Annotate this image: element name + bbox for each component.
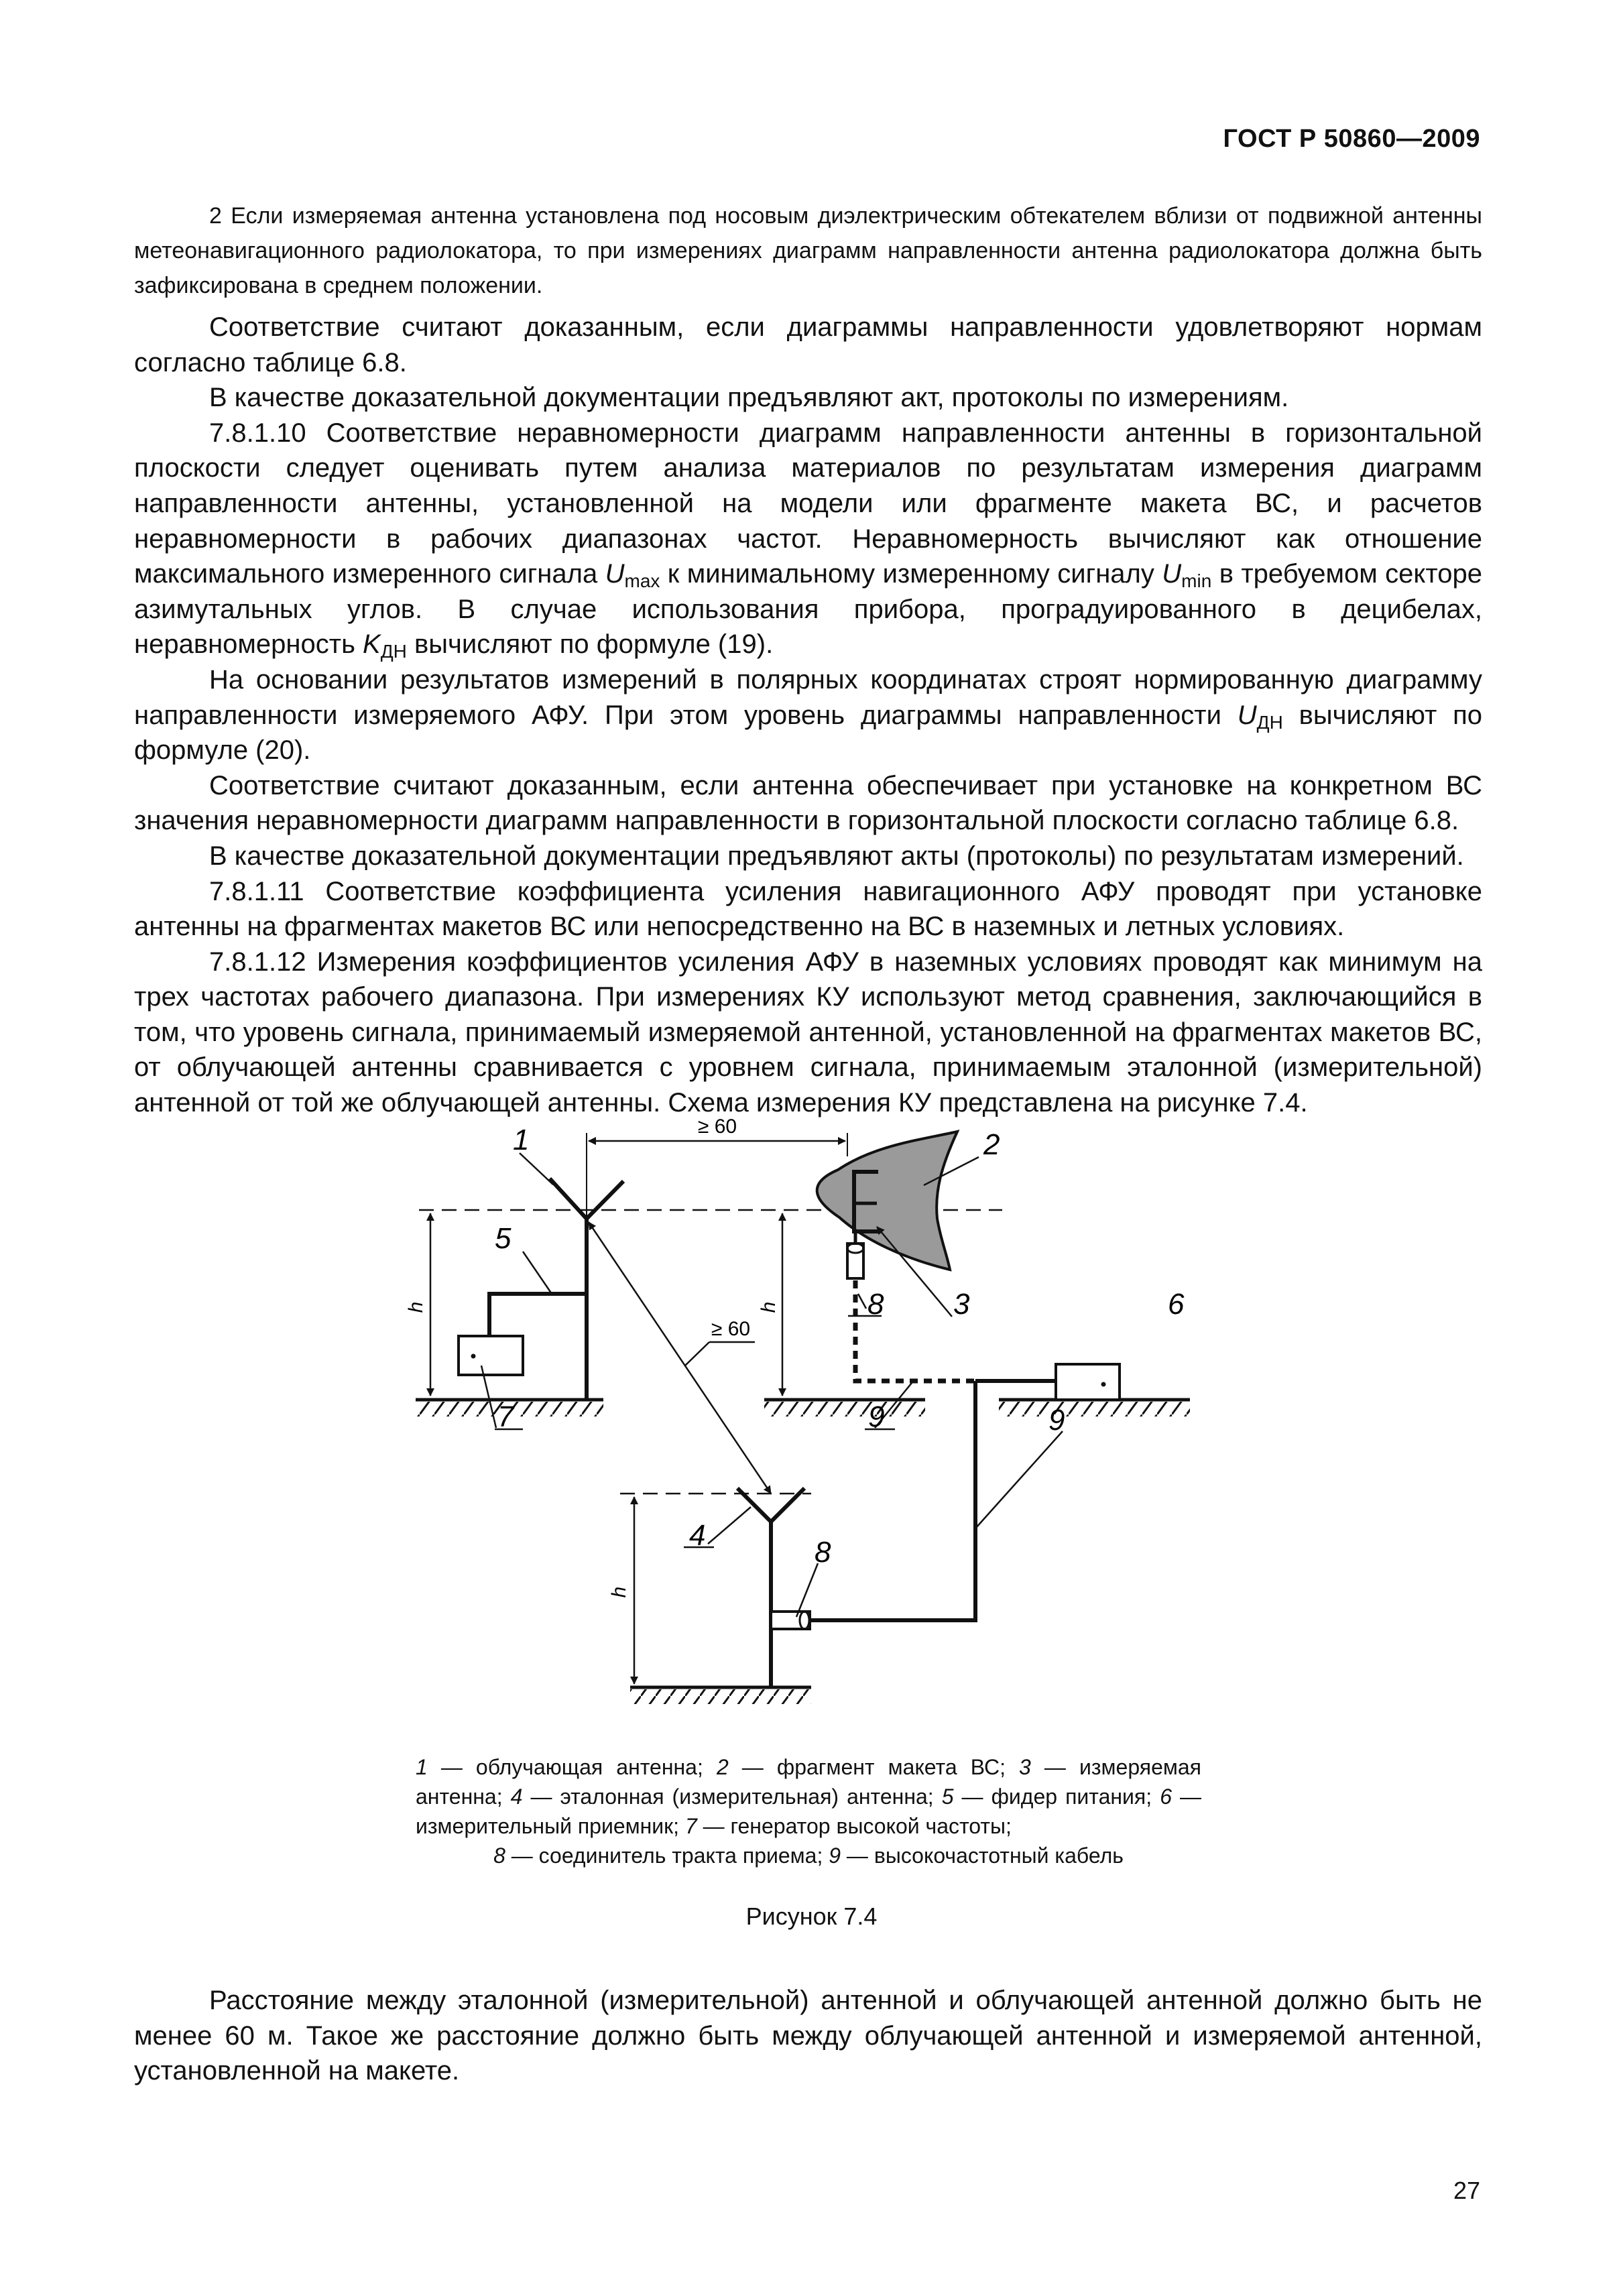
figure-caption: Рисунок 7.4 xyxy=(745,1902,878,1930)
paragraph-1: Соответствие считают доказанным, если диаграммы направленности удовлетворяют нормам согласно таблице 6.8. xyxy=(134,312,1482,377)
closing-paragraph: Расстояние между эталонной (измерительной) антенной и облучающей антенной должно быть не менее 60 м. Такое же расстояние должно быть между облучающей антенной и измеряемой антенной, установленной на макете. xyxy=(134,1986,1482,2086)
figure-7-4-diagram xyxy=(375,1093,1247,1736)
subscript-dn: ДН xyxy=(380,641,407,662)
subscript-dn: ДН xyxy=(1256,711,1283,733)
label-1: 1 xyxy=(513,1124,530,1156)
symbol-u: U xyxy=(605,559,625,589)
ground-bottom xyxy=(630,1687,811,1704)
legend-number: 2 xyxy=(716,1755,729,1779)
label-4: 4 xyxy=(689,1519,706,1552)
paragraph-7-8-1-11: 7.8.1.11 Соответствие коэффициента усиления навигационного АФУ проводят при установке антенны на фрагментах макетов ВС или непосредственно на ВС в наземных и летных условиях. xyxy=(134,876,1482,942)
legend-lines xyxy=(416,1752,1201,1841)
label-8: 8 xyxy=(867,1288,884,1321)
legend-text: — фрагмент макета ВС; xyxy=(728,1755,1020,1779)
point-dot xyxy=(1101,1382,1106,1387)
reference-antenna xyxy=(737,1488,804,1687)
note-block xyxy=(134,198,1482,303)
paragraph-6: В качестве доказательной документации предъявляют акты (протоколы) по результатам измерений. xyxy=(209,841,1464,871)
leader-line xyxy=(708,1507,751,1544)
distance-line-diagonal xyxy=(589,1222,771,1494)
legend-number: 3 xyxy=(1019,1755,1031,1779)
paragraph-7-8-1-12: 7.8.1.12 Измерения коэффициентов усиления АФУ в наземных условиях проводят как минимум на трех частотах рабочего диапазона. При измерениях КУ используют метод сравнения, заключающийся в том, что уровень сигнала, принимаемый измеряемой антенной, установленной на фрагментах макетов ВС, от облучающей антенны сравнивается с уровнем сигнала, принимаемым эталонной (измерительной) антенной от той же облучающей антенны. Схема измерения КУ представлена на рисунке 7.4. xyxy=(134,947,1482,1118)
paragraph-2: В качестве доказательной документации предъявляют акт, протоколы по измерениям. xyxy=(209,383,1289,413)
leader-line xyxy=(796,1563,818,1617)
figure-legend xyxy=(416,1752,1201,1870)
subscript-min: min xyxy=(1181,570,1212,592)
label-9: 9 xyxy=(868,1400,885,1433)
legend-text: — генератор высокой частоты; xyxy=(697,1814,1012,1838)
feeder-line xyxy=(489,1294,587,1336)
document-header: ГОСТ Р 50860—2009 xyxy=(1223,125,1480,153)
symbol-k: K xyxy=(363,629,381,660)
distance-label-diagonal: ≥ 60 xyxy=(711,1318,751,1340)
ground-right xyxy=(999,1400,1190,1416)
connector-top xyxy=(847,1232,863,1278)
legend-text: — эталонная (измерительная) антенна; xyxy=(522,1785,942,1809)
height-label: h xyxy=(758,1301,780,1313)
p4-text-b: вычисляют по формуле (20). xyxy=(134,700,1482,766)
aircraft-fragment xyxy=(817,1132,957,1270)
distance-label-top: ≥ 60 xyxy=(697,1115,737,1138)
legend-text: — измерительный приемник; xyxy=(416,1785,1202,1838)
p3-text-b: к минимальному измеренному сигналу xyxy=(660,559,1162,589)
legend-text: — измеряемая антенна; xyxy=(416,1755,1202,1809)
p3-text-c: в требуемом секторе азимутальных углов. В случае использования прибора, проградуированного в децибелах, неравномерность xyxy=(134,559,1482,660)
legend-text: — фидер питания; xyxy=(953,1785,1160,1809)
legend-text: — соединитель тракта приема; xyxy=(505,1844,829,1868)
legend-number: 9 xyxy=(829,1844,841,1868)
legend-last-line xyxy=(416,1841,1201,1870)
legend-number: 5 xyxy=(941,1785,954,1809)
hf-cable-solid xyxy=(810,1381,975,1620)
note-paragraph: 2 Если измеряемая антенна установлена под носовым диэлектрическим обтекателем вблизи от подвижной антенны метеонавигационного радиолокатора, то при измерениях диаграмм направленности антенна радиолокатора должна быть зафиксирована в среднем положении. xyxy=(134,203,1482,298)
main-text xyxy=(134,310,1482,1121)
closing-text xyxy=(134,1983,1482,2089)
legend-number: 7 xyxy=(684,1814,697,1838)
paragraph-4 xyxy=(134,662,1482,768)
symbol-u: U xyxy=(1237,700,1257,730)
symbol-u: U xyxy=(1162,559,1182,589)
legend-number: 6 xyxy=(1160,1785,1172,1809)
leader-line xyxy=(520,1153,553,1185)
legend-number: 1 xyxy=(416,1755,428,1779)
page-number: 27 xyxy=(1453,2177,1480,2204)
label-3: 3 xyxy=(953,1288,970,1321)
point-dot xyxy=(471,1354,476,1359)
distance-leader xyxy=(685,1342,709,1366)
ground-middle xyxy=(764,1400,925,1416)
leader-line xyxy=(523,1252,552,1294)
legend-text: — высокочастотный кабель xyxy=(841,1844,1124,1868)
paragraph-5: Соответствие считают доказанным, если антенна обеспечивает при установке на конкретном ВС значения неравномерности диаграмм направленности в горизонтальной плоскости согласно таблице 6.8. xyxy=(134,770,1482,836)
measuring-receiver xyxy=(1056,1364,1120,1400)
legend-number: 4 xyxy=(510,1785,523,1809)
paragraph-7-8-1-10 xyxy=(134,416,1482,662)
label-6: 6 xyxy=(1168,1288,1185,1321)
leader-line xyxy=(975,1431,1063,1528)
legend-number: 8 xyxy=(493,1844,505,1868)
p3-text-d: вычисляют по формуле (19). xyxy=(406,629,774,660)
p3-text-a: 7.8.1.10 Соответствие неравномерности диаграмм направленности антенны в горизонтальной плоскости следует оценивать путем анализа материалов по результатам измерения диаграмм направленности антенны, установленной на модели или фрагменте макета ВС, и расчетов неравномерности в рабочих диапазонах частот. Неравномерность вычисляют как отношение максимального измеренного сигнала xyxy=(134,418,1482,589)
label-2: 2 xyxy=(983,1128,1000,1161)
label-9: 9 xyxy=(1048,1404,1065,1437)
leader-line xyxy=(858,1294,866,1309)
subscript-max: max xyxy=(624,570,660,592)
height-label: h xyxy=(405,1301,427,1313)
height-label: h xyxy=(608,1586,630,1598)
connector-bottom xyxy=(771,1612,810,1629)
label-5: 5 xyxy=(495,1222,512,1255)
p4-text-a: На основании результатов измерений в полярных координатах строят нормированную диаграмму направленности измеряемого АФУ. При этом уровень диаграммы направленности xyxy=(134,664,1482,730)
legend-text: — облучающая антенна; xyxy=(427,1755,717,1779)
label-8: 8 xyxy=(815,1536,831,1569)
label-7: 7 xyxy=(497,1400,514,1433)
hf-generator xyxy=(459,1336,523,1375)
